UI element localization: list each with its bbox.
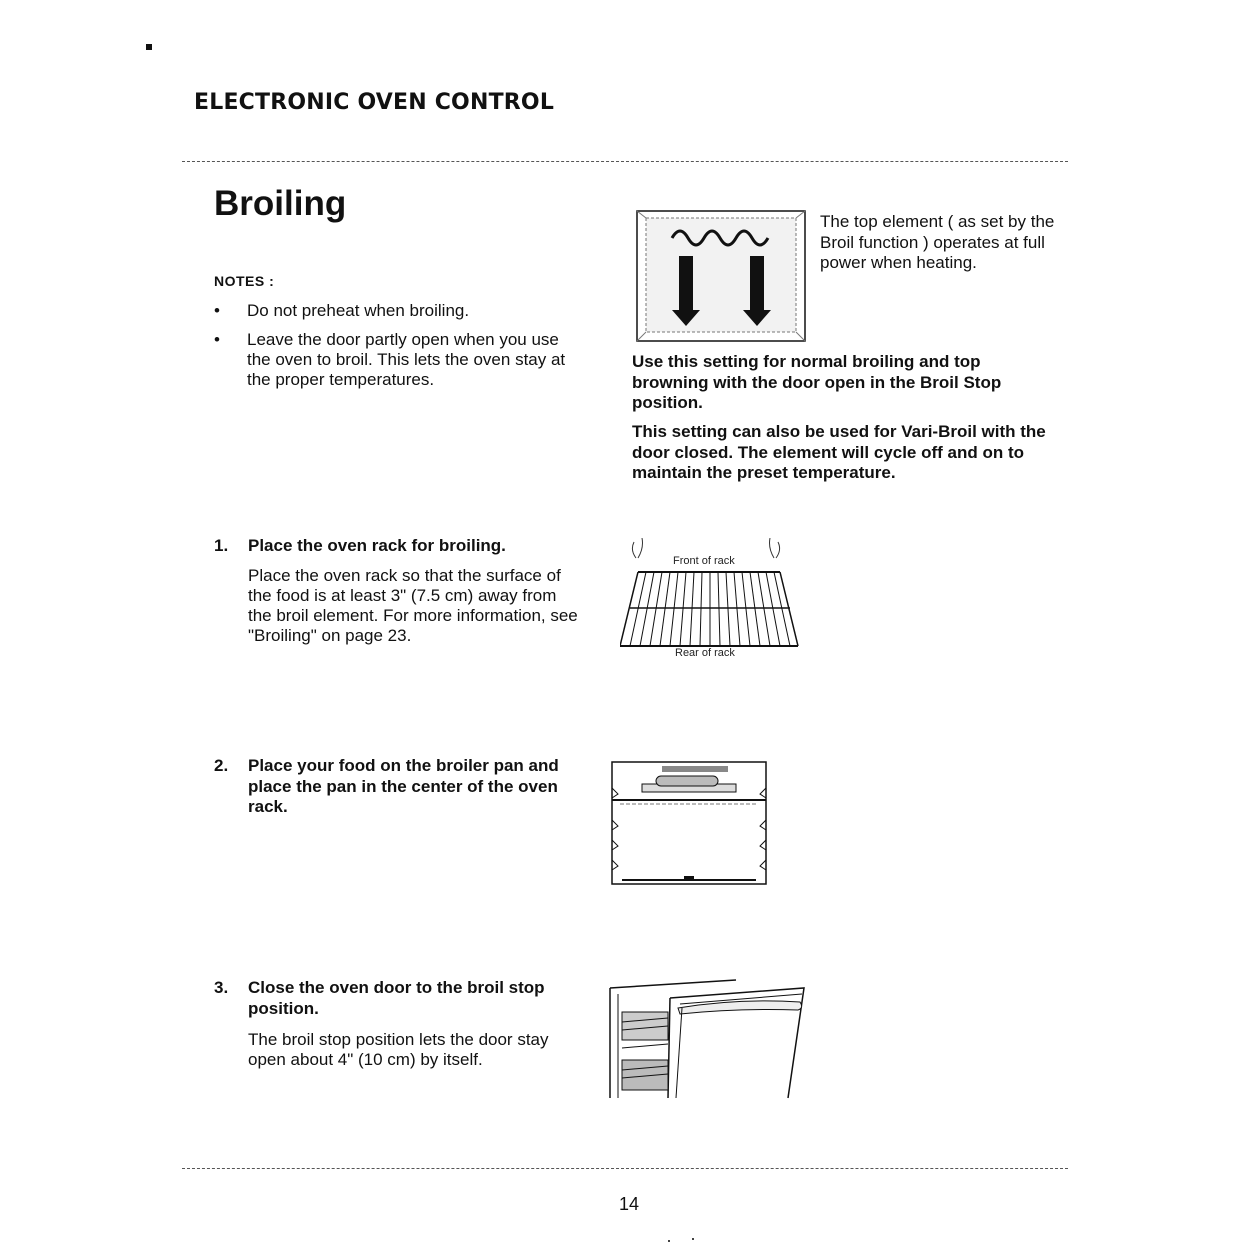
note-text: Do not preheat when broiling.	[247, 301, 470, 320]
broiler-pan-illustration	[606, 758, 772, 888]
broil-element-illustration	[636, 210, 806, 342]
step-number: 1.	[214, 536, 229, 555]
usage-paragraph: This setting can also be used for Vari-Broil with the door closed. The element will cycle off and on to maintain the preset temperature.	[632, 422, 1046, 482]
bottom-divider	[182, 1168, 1068, 1169]
page-marker	[146, 44, 152, 50]
oven-door-illustration	[608, 978, 812, 1100]
step-heading: Close the oven door to the broil stop position.	[248, 978, 545, 1018]
usage-paragraph: Use this setting for normal broiling and top browning with the door open in the Broil Stop position.	[632, 352, 1002, 412]
page-title: Broiling	[214, 184, 347, 223]
scan-speck	[668, 1240, 670, 1242]
step-heading: Place the oven rack for broiling.	[248, 536, 506, 555]
step-body: The broil stop position lets the door stay open about 4" (10 cm) by itself.	[248, 1030, 549, 1069]
step-number: 2.	[214, 756, 229, 775]
step-body: Place the oven rack so that the surface of the food is at least 3" (7.5 cm) away from the broil element. For more information, see "Broiling" on page 23.	[248, 566, 578, 645]
step-number: 3.	[214, 978, 229, 997]
broil-element-description: The top element ( as set by the Broil function ) operates at full power when heating.	[820, 212, 1055, 272]
page-number: 14	[618, 1194, 640, 1214]
bullet: •	[214, 301, 220, 320]
note-text: Leave the door partly open when you use the oven to broil. This lets the oven stay at the proper temperatures.	[247, 330, 566, 389]
scan-speck	[692, 1238, 694, 1240]
bullet: •	[214, 330, 220, 349]
notes-label: NOTES :	[214, 273, 275, 289]
section-title: ELECTRONIC OVEN CONTROL	[194, 90, 555, 115]
rack-rear-label: Rear of rack	[675, 647, 735, 659]
rack-front-label: Front of rack	[673, 555, 735, 567]
top-divider	[182, 161, 1068, 162]
step-heading: Place your food on the broiler pan and place the pan in the center of the oven rack.	[248, 756, 559, 816]
